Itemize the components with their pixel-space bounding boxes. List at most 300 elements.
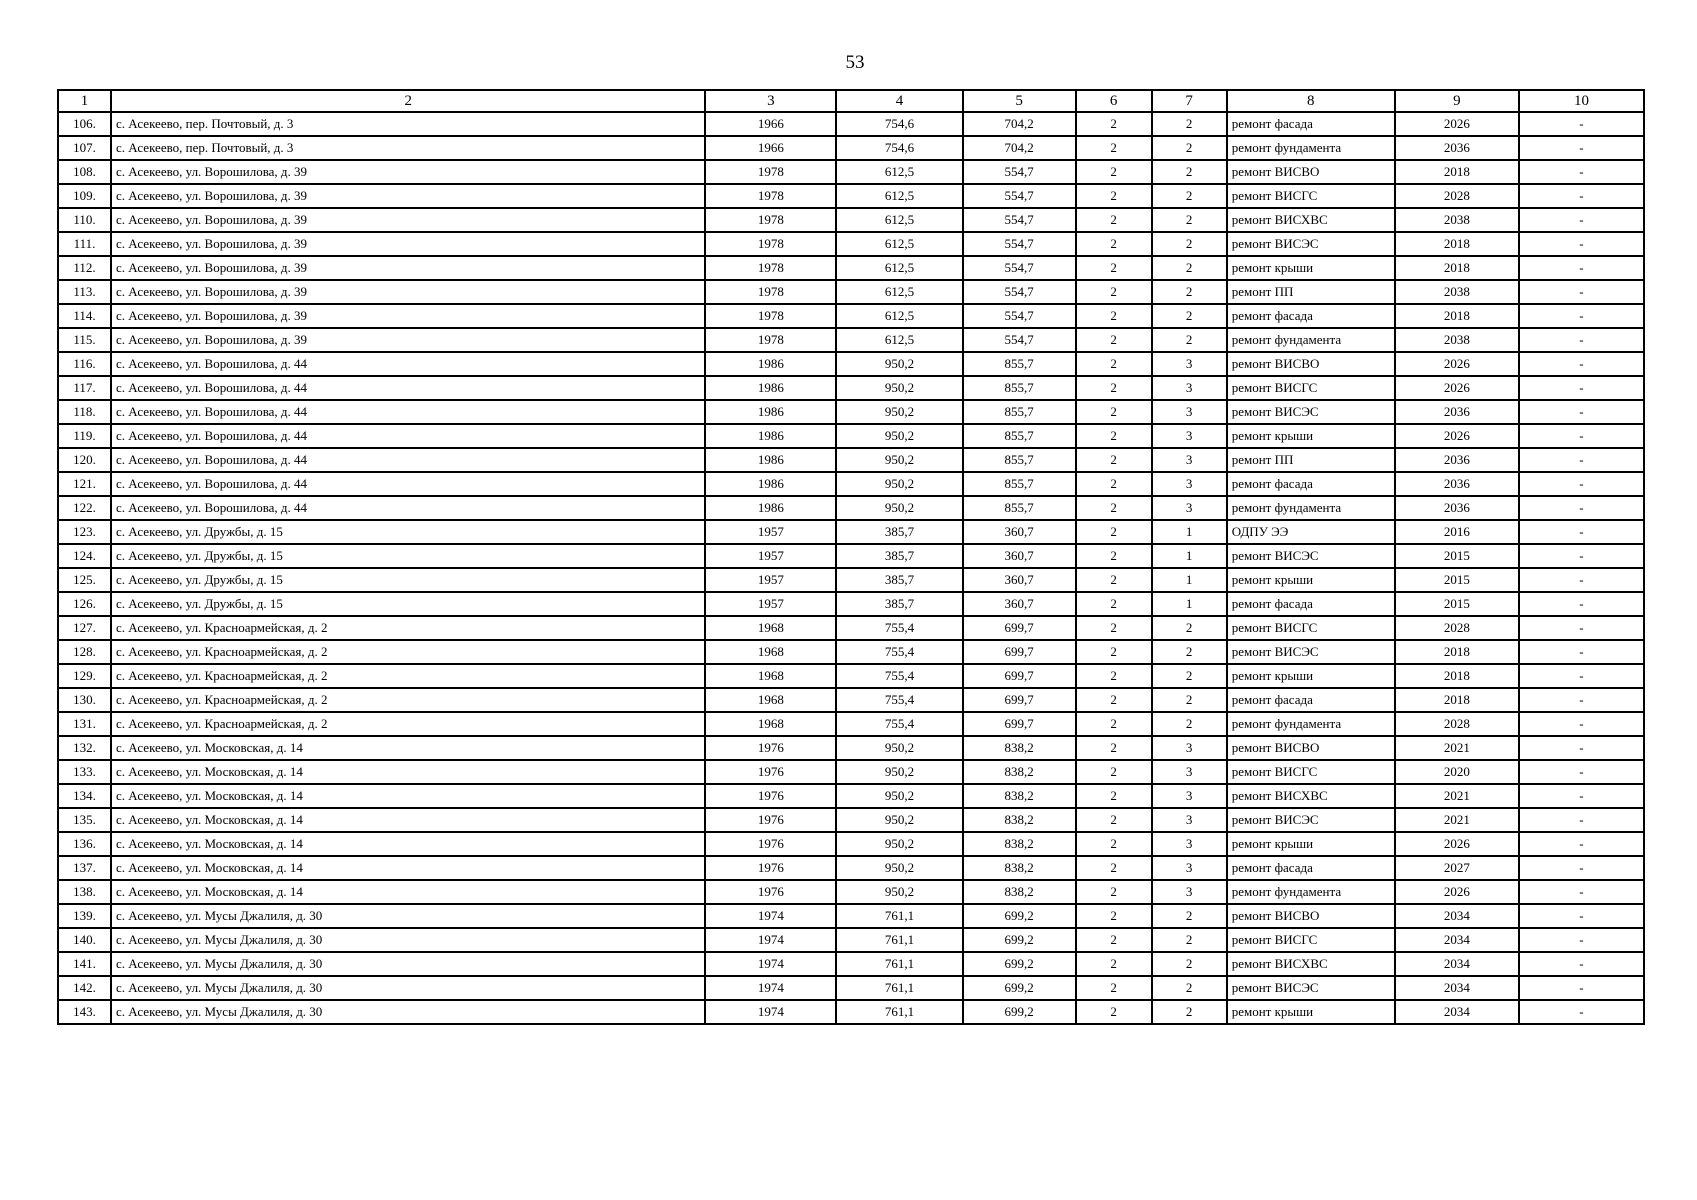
work-type-cell: ремонт ВИСЭС: [1227, 808, 1395, 832]
living-area-cell: 360,7: [963, 544, 1076, 568]
living-area-cell: 554,7: [963, 160, 1076, 184]
row-number-cell: 127.: [58, 616, 111, 640]
address-cell: с. Асекеево, ул. Ворошилова, д. 44: [111, 424, 705, 448]
address-cell: с. Асекеево, ул. Красноармейская, д. 2: [111, 664, 705, 688]
floors-count-cell: 2: [1076, 424, 1152, 448]
work-type-cell: ремонт фундамента: [1227, 496, 1395, 520]
column-header: 6: [1076, 90, 1152, 112]
address-cell: с. Асекеево, пер. Почтовый, д. 3: [111, 136, 705, 160]
floors-count-cell: 2: [1076, 208, 1152, 232]
work-type-cell: ОДПУ ЭЭ: [1227, 520, 1395, 544]
planned-year-cell: 2034: [1395, 952, 1519, 976]
floors-count-cell: 2: [1076, 496, 1152, 520]
total-area-cell: 755,4: [836, 616, 962, 640]
living-area-cell: 554,7: [963, 256, 1076, 280]
extra-value-cell: -: [1519, 304, 1644, 328]
build-year-cell: 1978: [705, 184, 836, 208]
table-row: [58, 904, 1644, 928]
total-area-cell: 950,2: [836, 832, 962, 856]
planned-year-cell: 2028: [1395, 184, 1519, 208]
extra-value-cell: -: [1519, 952, 1644, 976]
extra-value-cell: -: [1519, 208, 1644, 232]
entrances-count-cell: 3: [1152, 736, 1227, 760]
entrances-count-cell: 3: [1152, 400, 1227, 424]
total-area-cell: 385,7: [836, 592, 962, 616]
total-area-cell: 950,2: [836, 880, 962, 904]
column-header: 10: [1519, 90, 1644, 112]
planned-year-cell: 2016: [1395, 520, 1519, 544]
entrances-count-cell: 2: [1152, 688, 1227, 712]
extra-value-cell: -: [1519, 400, 1644, 424]
build-year-cell: 1976: [705, 760, 836, 784]
extra-value-cell: -: [1519, 928, 1644, 952]
row-number-cell: 113.: [58, 280, 111, 304]
living-area-cell: 699,2: [963, 1000, 1076, 1024]
build-year-cell: 1976: [705, 832, 836, 856]
total-area-cell: 950,2: [836, 496, 962, 520]
work-type-cell: ремонт ВИСГС: [1227, 760, 1395, 784]
build-year-cell: 1976: [705, 856, 836, 880]
address-cell: с. Асекеево, ул. Ворошилова, д. 39: [111, 256, 705, 280]
work-type-cell: ремонт крыши: [1227, 424, 1395, 448]
total-area-cell: 755,4: [836, 688, 962, 712]
table-row: [58, 304, 1644, 328]
table-row: [58, 496, 1644, 520]
build-year-cell: 1974: [705, 976, 836, 1000]
total-area-cell: 612,5: [836, 232, 962, 256]
entrances-count-cell: 3: [1152, 472, 1227, 496]
planned-year-cell: 2034: [1395, 1000, 1519, 1024]
floors-count-cell: 2: [1076, 976, 1152, 1000]
entrances-count-cell: 3: [1152, 376, 1227, 400]
row-number-cell: 123.: [58, 520, 111, 544]
work-type-cell: ремонт фасада: [1227, 304, 1395, 328]
row-number-cell: 143.: [58, 1000, 111, 1024]
floors-count-cell: 2: [1076, 616, 1152, 640]
work-type-cell: ремонт крыши: [1227, 1000, 1395, 1024]
work-type-cell: ремонт ВИСЭС: [1227, 640, 1395, 664]
entrances-count-cell: 2: [1152, 640, 1227, 664]
extra-value-cell: -: [1519, 856, 1644, 880]
row-number-cell: 110.: [58, 208, 111, 232]
total-area-cell: 950,2: [836, 448, 962, 472]
total-area-cell: 761,1: [836, 976, 962, 1000]
planned-year-cell: 2026: [1395, 832, 1519, 856]
floors-count-cell: 2: [1076, 832, 1152, 856]
entrances-count-cell: 3: [1152, 856, 1227, 880]
work-type-cell: ремонт крыши: [1227, 832, 1395, 856]
floors-count-cell: 2: [1076, 256, 1152, 280]
total-area-cell: 950,2: [836, 400, 962, 424]
living-area-cell: 360,7: [963, 568, 1076, 592]
address-cell: с. Асекеево, ул. Московская, д. 14: [111, 856, 705, 880]
planned-year-cell: 2015: [1395, 544, 1519, 568]
entrances-count-cell: 2: [1152, 904, 1227, 928]
entrances-count-cell: 2: [1152, 256, 1227, 280]
table-row: [58, 328, 1644, 352]
extra-value-cell: -: [1519, 520, 1644, 544]
entrances-count-cell: 1: [1152, 568, 1227, 592]
build-year-cell: 1978: [705, 208, 836, 232]
living-area-cell: 855,7: [963, 496, 1076, 520]
build-year-cell: 1978: [705, 328, 836, 352]
living-area-cell: 704,2: [963, 136, 1076, 160]
table-row: [58, 280, 1644, 304]
entrances-count-cell: 2: [1152, 232, 1227, 256]
total-area-cell: 612,5: [836, 160, 962, 184]
build-year-cell: 1974: [705, 952, 836, 976]
total-area-cell: 755,4: [836, 664, 962, 688]
table-row: [58, 784, 1644, 808]
page-number: 53: [845, 52, 865, 73]
planned-year-cell: 2038: [1395, 280, 1519, 304]
floors-count-cell: 2: [1076, 400, 1152, 424]
entrances-count-cell: 2: [1152, 976, 1227, 1000]
row-number-cell: 111.: [58, 232, 111, 256]
row-number-cell: 117.: [58, 376, 111, 400]
table-row: [58, 544, 1644, 568]
work-type-cell: ремонт ВИСГС: [1227, 184, 1395, 208]
address-cell: с. Асекеево, ул. Дружбы, д. 15: [111, 544, 705, 568]
floors-count-cell: 2: [1076, 712, 1152, 736]
extra-value-cell: -: [1519, 472, 1644, 496]
table-row: [58, 1000, 1644, 1024]
planned-year-cell: 2021: [1395, 784, 1519, 808]
extra-value-cell: -: [1519, 880, 1644, 904]
work-type-cell: ремонт крыши: [1227, 568, 1395, 592]
build-year-cell: 1976: [705, 736, 836, 760]
floors-count-cell: 2: [1076, 328, 1152, 352]
work-type-cell: ремонт ВИСВО: [1227, 352, 1395, 376]
entrances-count-cell: 3: [1152, 424, 1227, 448]
work-type-cell: ремонт ВИСГС: [1227, 928, 1395, 952]
planned-year-cell: 2036: [1395, 448, 1519, 472]
address-cell: с. Асекеево, ул. Московская, д. 14: [111, 736, 705, 760]
address-cell: с. Асекеево, ул. Мусы Джалиля, д. 30: [111, 1000, 705, 1024]
extra-value-cell: -: [1519, 688, 1644, 712]
table-row: [58, 712, 1644, 736]
extra-value-cell: -: [1519, 1000, 1644, 1024]
table-row: [58, 688, 1644, 712]
total-area-cell: 950,2: [836, 352, 962, 376]
floors-count-cell: 2: [1076, 568, 1152, 592]
living-area-cell: 554,7: [963, 232, 1076, 256]
build-year-cell: 1957: [705, 568, 836, 592]
entrances-count-cell: 2: [1152, 208, 1227, 232]
row-number-cell: 124.: [58, 544, 111, 568]
address-cell: с. Асекеево, ул. Ворошилова, д. 39: [111, 232, 705, 256]
total-area-cell: 754,6: [836, 112, 962, 136]
living-area-cell: 838,2: [963, 856, 1076, 880]
work-type-cell: ремонт фундамента: [1227, 880, 1395, 904]
row-number-cell: 118.: [58, 400, 111, 424]
address-cell: с. Асекеево, ул. Ворошилова, д. 39: [111, 208, 705, 232]
table-row: [58, 184, 1644, 208]
address-cell: с. Асекеево, пер. Почтовый, д. 3: [111, 112, 705, 136]
entrances-count-cell: 2: [1152, 304, 1227, 328]
entrances-count-cell: 3: [1152, 496, 1227, 520]
floors-count-cell: 2: [1076, 592, 1152, 616]
planned-year-cell: 2021: [1395, 808, 1519, 832]
extra-value-cell: -: [1519, 712, 1644, 736]
entrances-count-cell: 2: [1152, 1000, 1227, 1024]
work-type-cell: ремонт крыши: [1227, 256, 1395, 280]
total-area-cell: 612,5: [836, 328, 962, 352]
register-table: [57, 89, 1645, 1025]
column-header: 1: [58, 90, 111, 112]
work-type-cell: ремонт фасада: [1227, 592, 1395, 616]
total-area-cell: 385,7: [836, 520, 962, 544]
living-area-cell: 699,2: [963, 976, 1076, 1000]
planned-year-cell: 2027: [1395, 856, 1519, 880]
total-area-cell: 612,5: [836, 280, 962, 304]
table-row: [58, 424, 1644, 448]
floors-count-cell: 2: [1076, 688, 1152, 712]
work-type-cell: ремонт ВИСХВС: [1227, 952, 1395, 976]
floors-count-cell: 2: [1076, 448, 1152, 472]
floors-count-cell: 2: [1076, 664, 1152, 688]
extra-value-cell: -: [1519, 616, 1644, 640]
build-year-cell: 1978: [705, 304, 836, 328]
work-type-cell: ремонт фундамента: [1227, 712, 1395, 736]
floors-count-cell: 2: [1076, 160, 1152, 184]
extra-value-cell: -: [1519, 664, 1644, 688]
work-type-cell: ремонт ВИСВО: [1227, 904, 1395, 928]
extra-value-cell: -: [1519, 376, 1644, 400]
table-row: [58, 352, 1644, 376]
living-area-cell: 360,7: [963, 592, 1076, 616]
planned-year-cell: 2038: [1395, 328, 1519, 352]
address-cell: с. Асекеево, ул. Московская, д. 14: [111, 784, 705, 808]
floors-count-cell: 2: [1076, 928, 1152, 952]
living-area-cell: 699,7: [963, 688, 1076, 712]
total-area-cell: 950,2: [836, 376, 962, 400]
extra-value-cell: -: [1519, 448, 1644, 472]
floors-count-cell: 2: [1076, 904, 1152, 928]
total-area-cell: 612,5: [836, 256, 962, 280]
floors-count-cell: 2: [1076, 280, 1152, 304]
column-header: 3: [705, 90, 836, 112]
address-cell: с. Асекеево, ул. Красноармейская, д. 2: [111, 688, 705, 712]
table-row: [58, 952, 1644, 976]
table-row: [58, 160, 1644, 184]
row-number-cell: 128.: [58, 640, 111, 664]
living-area-cell: 699,2: [963, 952, 1076, 976]
entrances-count-cell: 3: [1152, 808, 1227, 832]
living-area-cell: 699,2: [963, 904, 1076, 928]
row-number-cell: 114.: [58, 304, 111, 328]
planned-year-cell: 2026: [1395, 112, 1519, 136]
planned-year-cell: 2036: [1395, 136, 1519, 160]
build-year-cell: 1976: [705, 808, 836, 832]
living-area-cell: 855,7: [963, 352, 1076, 376]
extra-value-cell: -: [1519, 112, 1644, 136]
work-type-cell: ремонт фундамента: [1227, 328, 1395, 352]
work-type-cell: ремонт фасада: [1227, 112, 1395, 136]
entrances-count-cell: 2: [1152, 280, 1227, 304]
address-cell: с. Асекеево, ул. Ворошилова, д. 39: [111, 280, 705, 304]
floors-count-cell: 2: [1076, 784, 1152, 808]
total-area-cell: 950,2: [836, 472, 962, 496]
planned-year-cell: 2034: [1395, 928, 1519, 952]
work-type-cell: ремонт ПП: [1227, 280, 1395, 304]
build-year-cell: 1957: [705, 520, 836, 544]
extra-value-cell: -: [1519, 280, 1644, 304]
work-type-cell: ремонт ВИСЭС: [1227, 976, 1395, 1000]
entrances-count-cell: 3: [1152, 760, 1227, 784]
living-area-cell: 554,7: [963, 328, 1076, 352]
build-year-cell: 1976: [705, 784, 836, 808]
entrances-count-cell: 1: [1152, 544, 1227, 568]
address-cell: с. Асекеево, ул. Мусы Джалиля, д. 30: [111, 928, 705, 952]
work-type-cell: ремонт крыши: [1227, 664, 1395, 688]
row-number-cell: 122.: [58, 496, 111, 520]
column-header: 8: [1227, 90, 1395, 112]
header-row: [58, 90, 1644, 112]
build-year-cell: 1957: [705, 592, 836, 616]
address-cell: с. Асекеево, ул. Дружбы, д. 15: [111, 592, 705, 616]
floors-count-cell: 2: [1076, 1000, 1152, 1024]
address-cell: с. Асекеево, ул. Ворошилова, д. 39: [111, 184, 705, 208]
floors-count-cell: 2: [1076, 184, 1152, 208]
column-header: 5: [963, 90, 1076, 112]
living-area-cell: 699,7: [963, 664, 1076, 688]
row-number-cell: 137.: [58, 856, 111, 880]
entrances-count-cell: 3: [1152, 832, 1227, 856]
table-body: [58, 112, 1644, 1024]
table-row: [58, 568, 1644, 592]
total-area-cell: 385,7: [836, 544, 962, 568]
extra-value-cell: -: [1519, 160, 1644, 184]
build-year-cell: 1986: [705, 448, 836, 472]
table-row: [58, 880, 1644, 904]
extra-value-cell: -: [1519, 352, 1644, 376]
total-area-cell: 950,2: [836, 784, 962, 808]
living-area-cell: 554,7: [963, 184, 1076, 208]
floors-count-cell: 2: [1076, 136, 1152, 160]
table-header: [58, 90, 1644, 112]
table-row: [58, 400, 1644, 424]
entrances-count-cell: 3: [1152, 784, 1227, 808]
planned-year-cell: 2026: [1395, 352, 1519, 376]
extra-value-cell: -: [1519, 328, 1644, 352]
row-number-cell: 131.: [58, 712, 111, 736]
address-cell: с. Асекеево, ул. Ворошилова, д. 39: [111, 160, 705, 184]
total-area-cell: 612,5: [836, 208, 962, 232]
living-area-cell: 699,7: [963, 712, 1076, 736]
build-year-cell: 1986: [705, 376, 836, 400]
entrances-count-cell: 2: [1152, 616, 1227, 640]
table-row: [58, 616, 1644, 640]
floors-count-cell: 2: [1076, 352, 1152, 376]
build-year-cell: 1966: [705, 136, 836, 160]
column-header: 7: [1152, 90, 1227, 112]
build-year-cell: 1974: [705, 904, 836, 928]
floors-count-cell: 2: [1076, 856, 1152, 880]
work-type-cell: ремонт ПП: [1227, 448, 1395, 472]
column-header: 4: [836, 90, 962, 112]
table-row: [58, 472, 1644, 496]
planned-year-cell: 2018: [1395, 160, 1519, 184]
work-type-cell: ремонт фасада: [1227, 472, 1395, 496]
entrances-count-cell: 2: [1152, 328, 1227, 352]
table-row: [58, 592, 1644, 616]
row-number-cell: 121.: [58, 472, 111, 496]
row-number-cell: 132.: [58, 736, 111, 760]
planned-year-cell: 2018: [1395, 304, 1519, 328]
extra-value-cell: -: [1519, 424, 1644, 448]
entrances-count-cell: 2: [1152, 160, 1227, 184]
living-area-cell: 838,2: [963, 808, 1076, 832]
extra-value-cell: -: [1519, 832, 1644, 856]
build-year-cell: 1957: [705, 544, 836, 568]
table-row: [58, 808, 1644, 832]
table-row: [58, 136, 1644, 160]
row-number-cell: 139.: [58, 904, 111, 928]
entrances-count-cell: 2: [1152, 136, 1227, 160]
living-area-cell: 855,7: [963, 376, 1076, 400]
address-cell: с. Асекеево, ул. Дружбы, д. 15: [111, 520, 705, 544]
build-year-cell: 1986: [705, 400, 836, 424]
address-cell: с. Асекеево, ул. Московская, д. 14: [111, 832, 705, 856]
total-area-cell: 612,5: [836, 304, 962, 328]
planned-year-cell: 2026: [1395, 880, 1519, 904]
planned-year-cell: 2015: [1395, 592, 1519, 616]
extra-value-cell: -: [1519, 784, 1644, 808]
floors-count-cell: 2: [1076, 640, 1152, 664]
table-row: [58, 664, 1644, 688]
address-cell: с. Асекеево, ул. Мусы Джалиля, д. 30: [111, 976, 705, 1000]
living-area-cell: 855,7: [963, 400, 1076, 424]
row-number-cell: 106.: [58, 112, 111, 136]
living-area-cell: 554,7: [963, 208, 1076, 232]
table-row: [58, 736, 1644, 760]
row-number-cell: 125.: [58, 568, 111, 592]
entrances-count-cell: 1: [1152, 520, 1227, 544]
planned-year-cell: 2034: [1395, 904, 1519, 928]
row-number-cell: 129.: [58, 664, 111, 688]
table-row: [58, 256, 1644, 280]
address-cell: с. Асекеево, ул. Московская, д. 14: [111, 808, 705, 832]
extra-value-cell: -: [1519, 496, 1644, 520]
floors-count-cell: 2: [1076, 376, 1152, 400]
entrances-count-cell: 2: [1152, 112, 1227, 136]
planned-year-cell: 2038: [1395, 208, 1519, 232]
living-area-cell: 855,7: [963, 424, 1076, 448]
build-year-cell: 1968: [705, 712, 836, 736]
table-row: [58, 928, 1644, 952]
extra-value-cell: -: [1519, 976, 1644, 1000]
row-number-cell: 135.: [58, 808, 111, 832]
planned-year-cell: 2036: [1395, 400, 1519, 424]
build-year-cell: 1968: [705, 640, 836, 664]
build-year-cell: 1968: [705, 688, 836, 712]
address-cell: с. Асекеево, ул. Ворошилова, д. 44: [111, 496, 705, 520]
total-area-cell: 761,1: [836, 928, 962, 952]
build-year-cell: 1968: [705, 616, 836, 640]
work-type-cell: ремонт ВИСВО: [1227, 736, 1395, 760]
extra-value-cell: -: [1519, 592, 1644, 616]
planned-year-cell: 2036: [1395, 496, 1519, 520]
address-cell: с. Асекеево, ул. Ворошилова, д. 39: [111, 328, 705, 352]
extra-value-cell: -: [1519, 736, 1644, 760]
row-number-cell: 109.: [58, 184, 111, 208]
planned-year-cell: 2026: [1395, 424, 1519, 448]
table-row: [58, 856, 1644, 880]
row-number-cell: 136.: [58, 832, 111, 856]
entrances-count-cell: 3: [1152, 352, 1227, 376]
living-area-cell: 699,2: [963, 928, 1076, 952]
